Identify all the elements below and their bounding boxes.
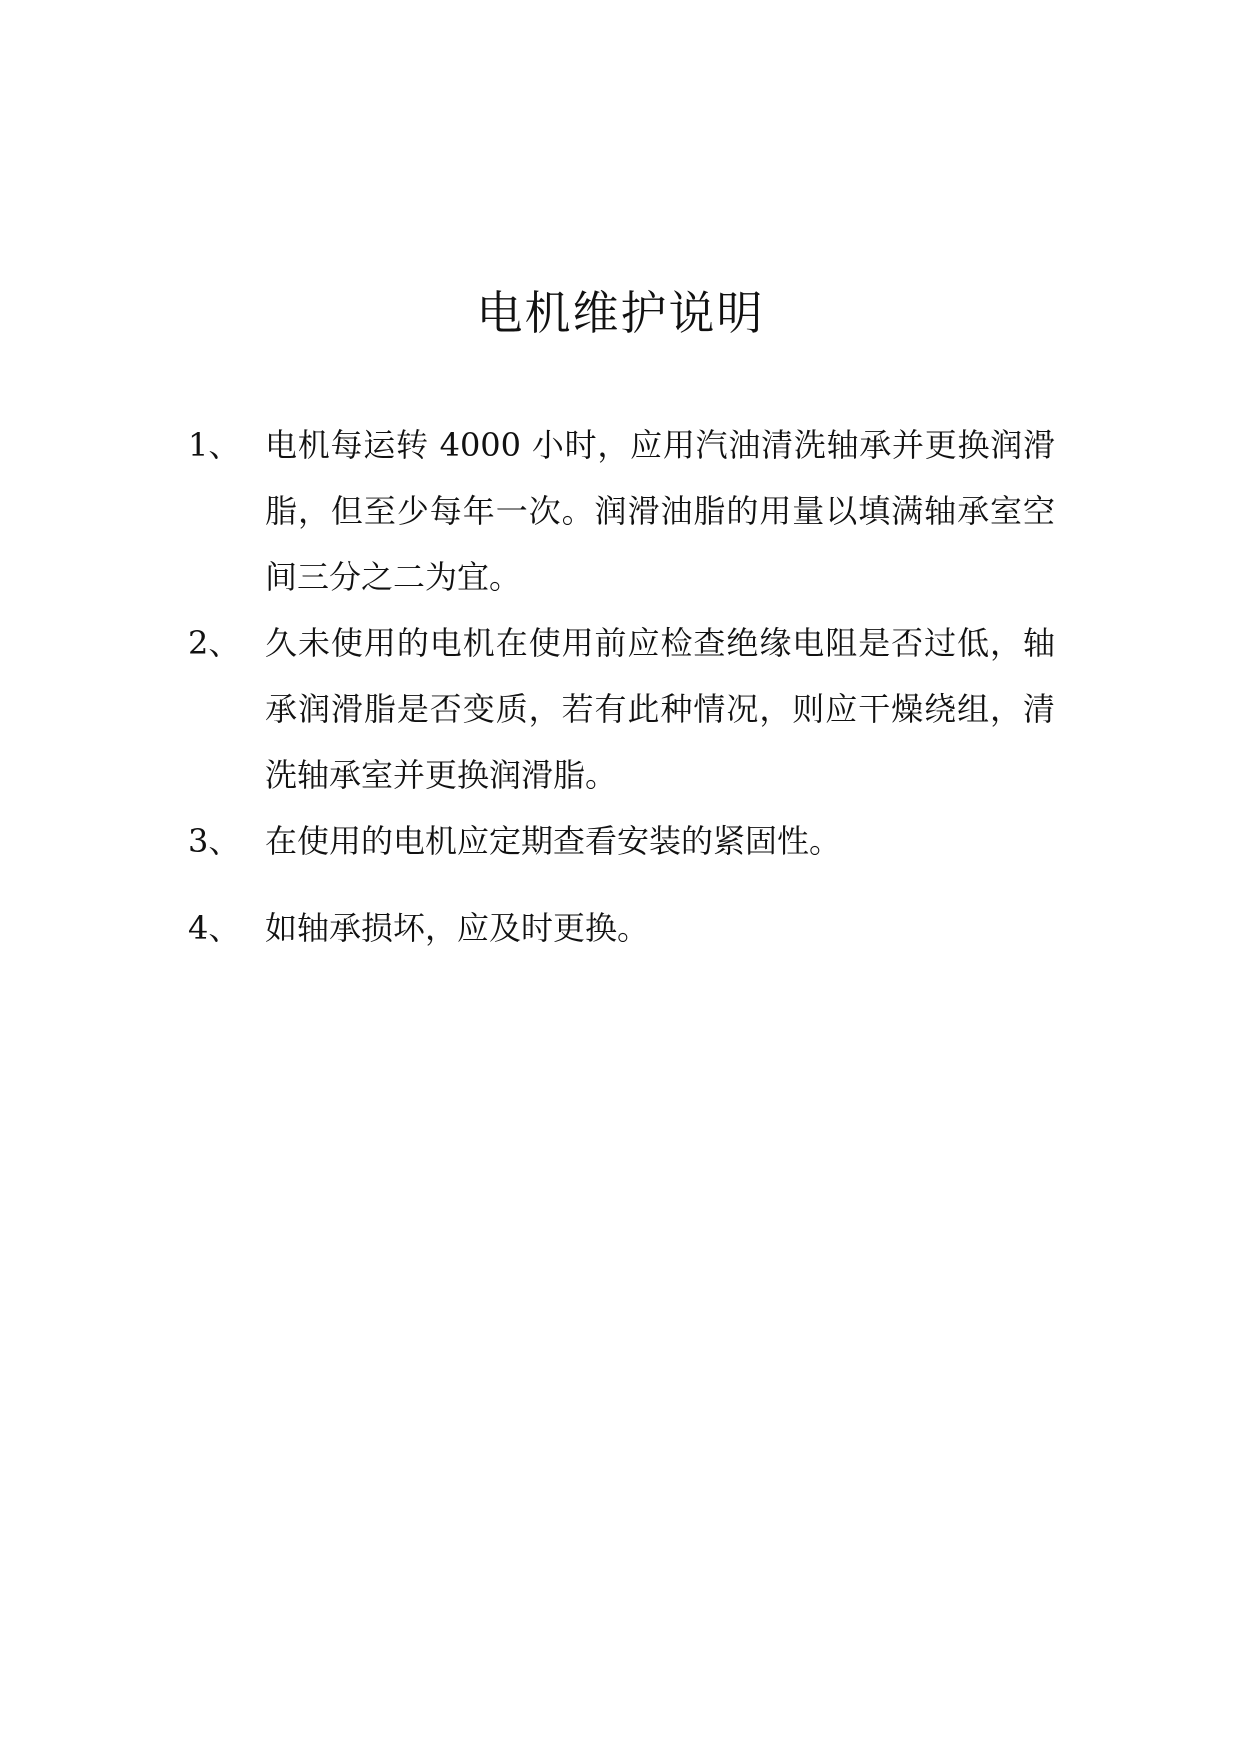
list-item-text: 电机每运转 4000 小时，应用汽油清洗轴承并更换润滑脂，但至少每年一次。润滑油脂的用量以填满轴承室空间三分之二为宜。 bbox=[265, 426, 1055, 596]
document-title: 电机维护说明 bbox=[476, 286, 765, 340]
list-item-number: 4、 bbox=[188, 909, 241, 947]
list-item-text: 在使用的电机应定期查看安装的紧固性。 bbox=[265, 822, 842, 860]
list-item-number: 3、 bbox=[188, 822, 241, 860]
list-item-text: 久未使用的电机在使用前应检查绝缘电阻是否过低，轴承润滑脂是否变质，若有此种情况，则应干燥绕组，清洗轴承室并更换润滑脂。 bbox=[265, 624, 1055, 794]
list-item-text: 如轴承损坏，应及时更换。 bbox=[265, 909, 650, 947]
list-item-number: 2、 bbox=[188, 624, 241, 662]
list-item-number: 1、 bbox=[188, 426, 241, 464]
